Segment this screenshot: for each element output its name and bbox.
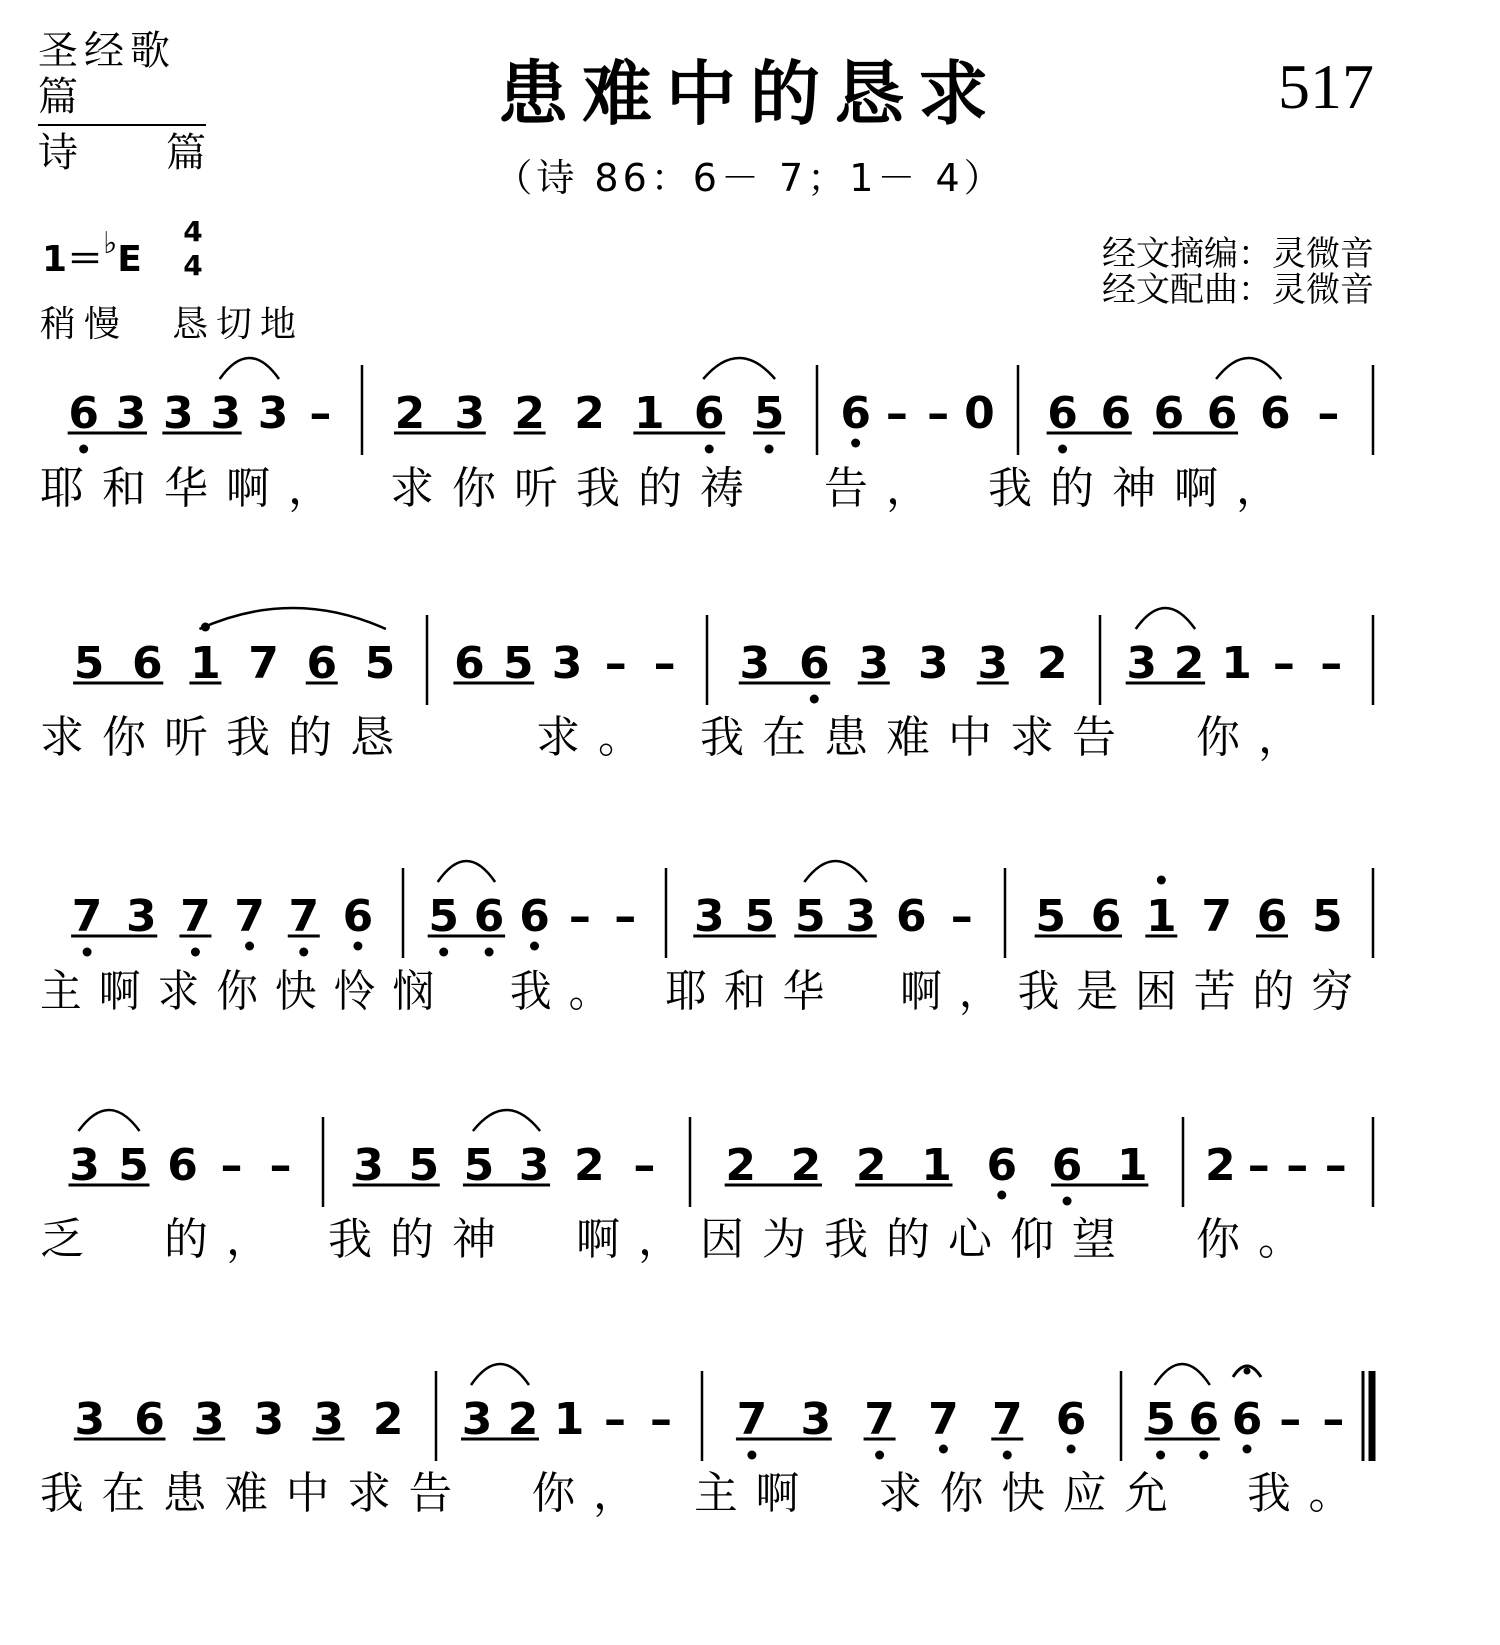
lower-octave-dot <box>353 942 362 951</box>
dash-extension: – <box>1317 388 1340 439</box>
note: 6 <box>519 891 550 942</box>
note: 6 <box>1256 891 1288 942</box>
note: 1 <box>921 1140 952 1191</box>
lower-octave-dot <box>79 445 88 454</box>
note: 7 <box>736 1394 768 1445</box>
lower-octave-dot <box>191 948 200 957</box>
slur <box>1155 1364 1210 1385</box>
hymn-title: 患难中的恳求 <box>498 53 1002 135</box>
note: 6 <box>840 388 871 439</box>
note: 3 <box>1126 638 1158 689</box>
note: 3 <box>800 1394 832 1445</box>
note: 1 <box>634 388 665 439</box>
dash-extension: – <box>1320 638 1343 689</box>
lower-octave-dot <box>939 1445 948 1454</box>
note: 6 <box>986 1140 1018 1191</box>
hymn-number: 517 <box>1278 51 1374 122</box>
note: 2 <box>574 388 605 439</box>
note: 7 <box>1201 891 1232 942</box>
note: 6 <box>306 638 338 689</box>
note: 2 <box>790 1140 822 1191</box>
lower-octave-dot <box>810 695 819 704</box>
note: 3 <box>74 1394 106 1445</box>
note: 1 <box>1117 1140 1148 1191</box>
note: 3 <box>461 1394 493 1445</box>
dash-extension: – <box>220 1140 243 1191</box>
tempo-marking: 稍慢 恳切地 <box>40 304 305 345</box>
dash-extension: – <box>950 891 973 942</box>
note: 5 <box>744 891 776 942</box>
note: 3 <box>693 891 725 942</box>
note: 6 <box>131 638 163 689</box>
lower-octave-dot <box>997 1191 1006 1200</box>
note: 5 <box>1312 891 1343 942</box>
note: 6 <box>1100 388 1132 439</box>
dash-extension: – <box>653 638 676 689</box>
note: 7 <box>71 891 103 942</box>
lower-octave-dot <box>1067 1445 1076 1454</box>
lower-octave-dot <box>851 439 860 448</box>
note: 5 <box>502 638 534 689</box>
note: 6 <box>798 638 830 689</box>
lower-octave-dot <box>245 942 254 951</box>
note: 2 <box>372 1394 404 1445</box>
note: 3 <box>917 638 949 689</box>
key-prefix: 1＝ <box>42 239 104 280</box>
upper-octave-dot <box>1157 876 1166 885</box>
note: 6 <box>134 1394 165 1445</box>
note: 5 <box>1145 1394 1176 1445</box>
slur <box>1216 358 1281 379</box>
note: 6 <box>1231 1394 1263 1445</box>
lower-octave-dot <box>439 948 448 957</box>
note: 6 <box>1153 388 1185 439</box>
note: 5 <box>73 638 105 689</box>
note: 3 <box>163 388 194 439</box>
dash-extension: – <box>614 891 637 942</box>
note: 7 <box>864 1394 895 1445</box>
note: 7 <box>234 891 265 942</box>
dash-extension: – <box>885 388 908 439</box>
note: 1 <box>1146 891 1177 942</box>
note: 5 <box>794 891 826 942</box>
dash-extension: – <box>1279 1394 1302 1445</box>
note: 7 <box>248 638 279 689</box>
note: 3 <box>69 1140 100 1191</box>
note: 6 <box>167 1140 198 1191</box>
note: 6 <box>895 891 927 942</box>
slur <box>438 861 495 882</box>
slur <box>79 1110 140 1131</box>
credit-arrangement: 经文摘编：灵微音 <box>1102 234 1374 274</box>
note: 3 <box>518 1140 550 1191</box>
note: 3 <box>551 638 583 689</box>
credit-composition: 经文配曲：灵微音 <box>1102 270 1374 310</box>
collection-book: 圣经歌篇 <box>38 28 206 126</box>
note: 3 <box>858 638 890 689</box>
note: 2 <box>1204 1140 1236 1191</box>
slur <box>220 358 279 379</box>
note: 3 <box>454 388 486 439</box>
note: 3 <box>977 638 1009 689</box>
dash-extension: – <box>927 388 950 439</box>
note: 3 <box>193 1394 225 1445</box>
note: 6 <box>473 891 505 942</box>
fermata-dot <box>1244 1368 1251 1375</box>
note: 2 <box>507 1394 539 1445</box>
lower-octave-dot <box>705 445 714 454</box>
lyrics-line: 乏 的， 我的神 啊，因为我的心仰望 你。 <box>40 1214 1320 1265</box>
note: 3 <box>353 1140 384 1191</box>
dash-extension: – <box>309 388 332 439</box>
dash-extension: – <box>633 1140 656 1191</box>
note: 5 <box>463 1140 495 1191</box>
note: 7 <box>991 1394 1023 1445</box>
note: 2 <box>855 1140 887 1191</box>
lower-octave-dot <box>747 1451 756 1460</box>
note: 3 <box>257 388 289 439</box>
collection-section-right: 篇 <box>166 130 206 176</box>
note: 6 <box>68 388 99 439</box>
slur <box>804 861 867 882</box>
note: 5 <box>118 1140 149 1191</box>
lower-octave-dot <box>1003 1451 1012 1460</box>
slur <box>473 1110 540 1131</box>
note: 2 <box>1173 638 1205 689</box>
note: 3 <box>845 891 877 942</box>
note: 1 <box>1221 638 1252 689</box>
note: 6 <box>1055 1394 1087 1445</box>
note: 6 <box>1090 891 1122 942</box>
dash-extension: – <box>269 1140 292 1191</box>
note: 3 <box>739 638 771 689</box>
lower-octave-dot <box>299 948 308 957</box>
slur <box>471 1364 529 1385</box>
note: 5 <box>428 891 460 942</box>
note: 7 <box>180 891 211 942</box>
scripture-reference: （诗 86：6－ 7；1－ 4） <box>494 156 1006 200</box>
note: 2 <box>725 1140 756 1191</box>
dash-extension: – <box>1322 1394 1345 1445</box>
key-note: E <box>117 239 142 280</box>
lower-octave-dot <box>1199 1451 1208 1460</box>
note: 2 <box>1036 638 1068 689</box>
flat-icon: ♭ <box>103 226 118 261</box>
note: 5 <box>408 1140 440 1191</box>
dash-extension: – <box>604 638 627 689</box>
note: 6 <box>1259 388 1291 439</box>
slur <box>199 608 385 629</box>
note: 2 <box>573 1140 605 1191</box>
dash-extension: – <box>650 1394 672 1445</box>
note: 6 <box>1206 388 1238 439</box>
note: 6 <box>693 388 725 439</box>
note: 7 <box>928 1394 959 1445</box>
note: 0 <box>964 388 995 439</box>
lower-octave-dot <box>1058 445 1067 454</box>
note: 6 <box>1047 388 1078 439</box>
note: 3 <box>115 388 147 439</box>
note: 5 <box>364 638 396 689</box>
lower-octave-dot <box>1243 1445 1252 1454</box>
lyrics-line: 主啊求你快怜悯 我。 耶和华 啊，我是困苦的穷 <box>40 966 1370 1017</box>
lower-octave-dot <box>485 948 494 957</box>
lower-octave-dot <box>530 942 539 951</box>
note: 6 <box>1051 1140 1083 1191</box>
lower-octave-dot <box>875 1451 884 1460</box>
slur <box>1136 608 1195 629</box>
note: 3 <box>313 1394 344 1445</box>
note: 6 <box>454 638 485 689</box>
dash-extension: – <box>568 891 591 942</box>
time-denominator: 4 <box>183 249 203 282</box>
note: 5 <box>1035 891 1066 942</box>
time-numerator: 4 <box>183 215 203 248</box>
dash-extension: – <box>1324 1140 1347 1191</box>
lower-octave-dot <box>83 948 92 957</box>
note: 5 <box>753 388 785 439</box>
note: 3 <box>125 891 157 942</box>
note: 6 <box>342 891 374 942</box>
lower-octave-dot <box>765 445 774 454</box>
dash-extension: – <box>604 1394 626 1445</box>
note: 6 <box>1188 1394 1220 1445</box>
dash-extension: – <box>1286 1140 1309 1191</box>
note: 1 <box>190 638 221 689</box>
note: 2 <box>394 388 426 439</box>
collection-section-left: 诗 <box>38 130 78 176</box>
lyrics-line: 耶和华啊， 求你听我的祷 告， 我的神啊， <box>40 463 1298 514</box>
dash-extension: – <box>1247 1140 1270 1191</box>
lower-octave-dot <box>1156 1451 1165 1460</box>
note: 3 <box>210 388 241 439</box>
note: 7 <box>288 891 320 942</box>
note: 2 <box>514 388 545 439</box>
lyrics-line: 求你听我的恳 求。 我在患难中求告 你， <box>40 712 1320 763</box>
note: 1 <box>553 1394 585 1445</box>
note: 3 <box>253 1394 285 1445</box>
dash-extension: – <box>1272 638 1295 689</box>
lower-octave-dot <box>1063 1197 1072 1206</box>
slur <box>703 358 775 379</box>
lyrics-line: 我在患难中求告 你， 主啊 求你快应允 我。 <box>40 1468 1370 1519</box>
